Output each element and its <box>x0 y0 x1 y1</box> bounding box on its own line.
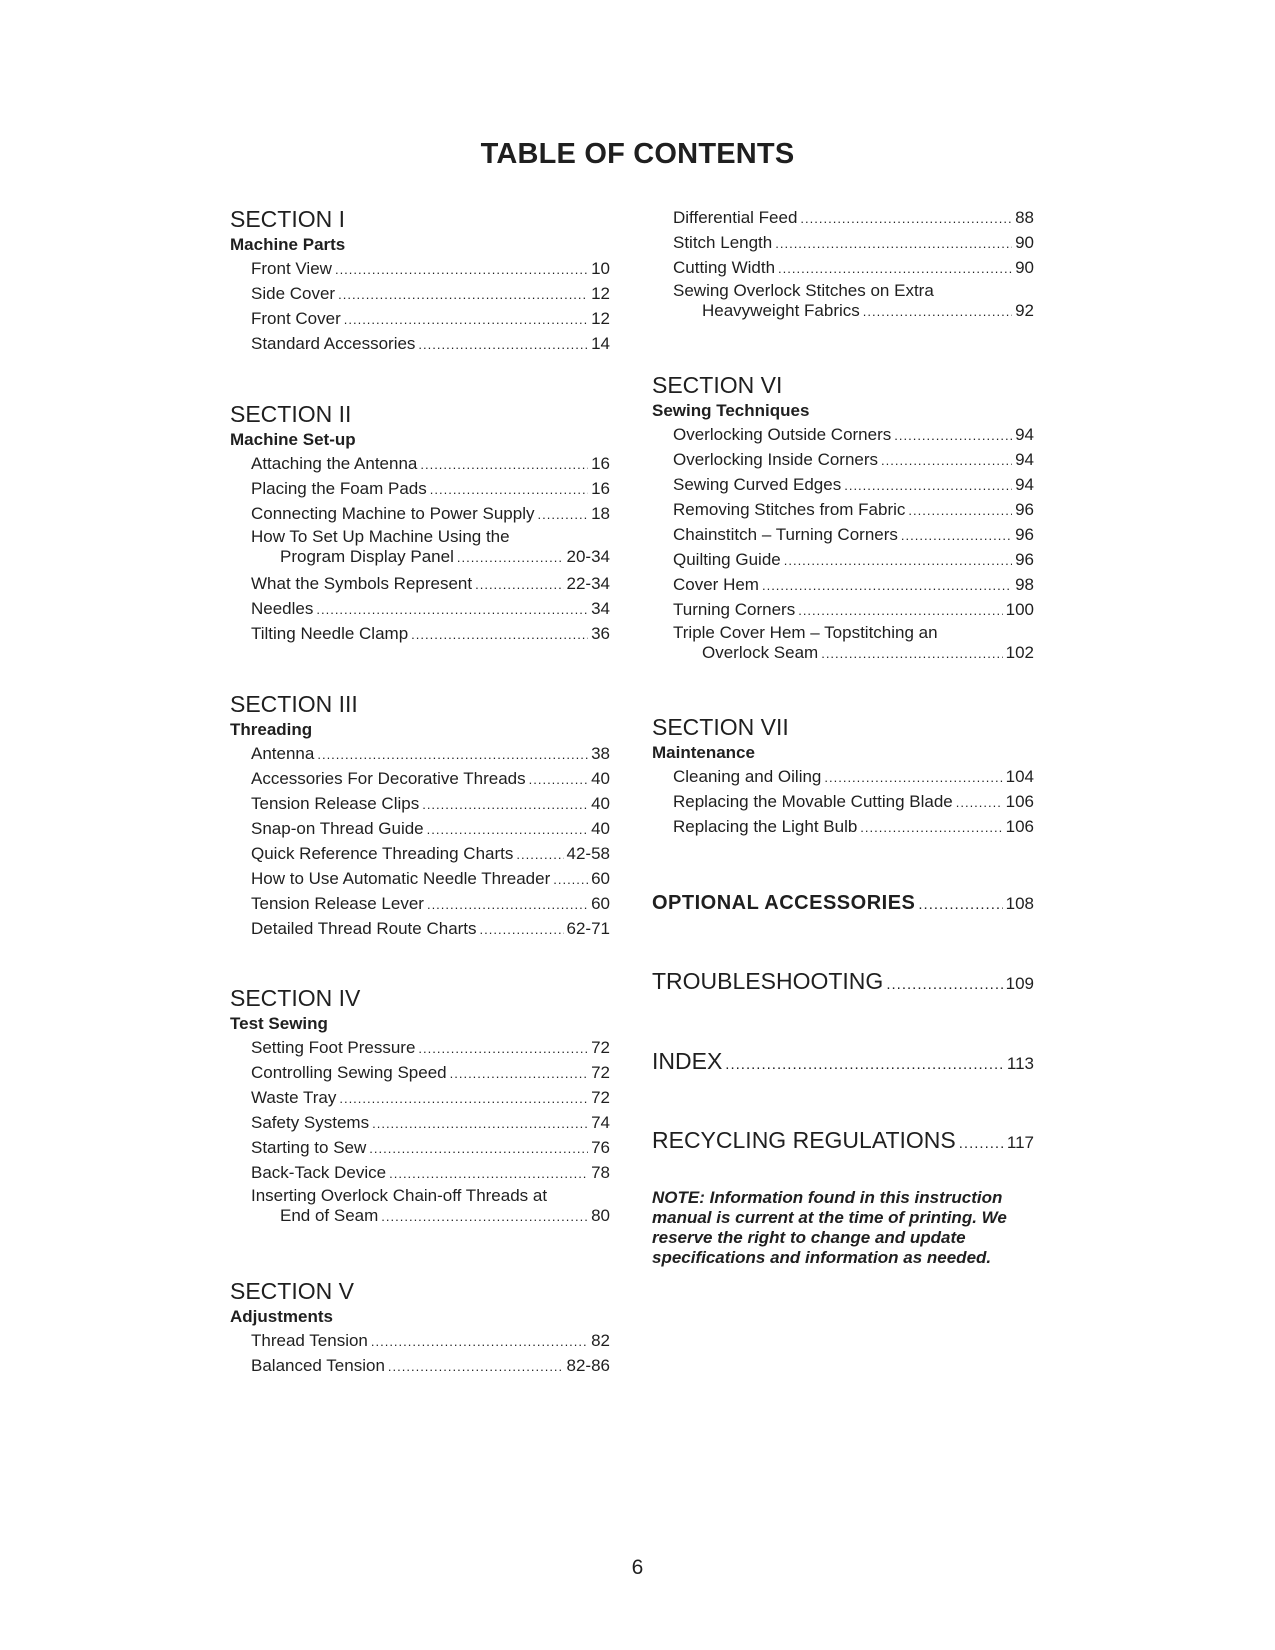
entry-label: Waste Tray <box>251 1088 337 1107</box>
entry-page: 18 <box>591 504 610 523</box>
toc-entry[interactable] <box>251 1111 610 1136</box>
dot-leader <box>516 843 563 867</box>
dot-leader <box>863 302 1012 322</box>
dot-leader <box>427 893 588 917</box>
section-6 <box>652 371 1034 668</box>
toc-entry[interactable] <box>673 765 1034 790</box>
toc-entry[interactable] <box>673 448 1034 473</box>
entry-label: Side Cover <box>251 284 336 303</box>
entry-page: 80 <box>591 1206 610 1225</box>
dot-leader <box>317 743 588 767</box>
entry-label: Balanced Tension <box>251 1356 385 1375</box>
entry-page: 14 <box>591 334 610 353</box>
dot-leader <box>908 499 1012 523</box>
dot-leader <box>427 818 588 842</box>
entry-page: 40 <box>591 769 610 788</box>
entry-page: 72 <box>591 1038 610 1057</box>
section-heading: SECTION II <box>230 401 352 427</box>
entry-label: INDEX <box>652 1048 723 1074</box>
toc-entry[interactable] <box>673 231 1034 256</box>
section-1 <box>230 205 610 357</box>
entry-page: 94 <box>1015 425 1034 444</box>
section-subtitle: Test Sewing <box>230 1014 328 1033</box>
section-subtitle: Adjustments <box>230 1307 333 1326</box>
section-subtitle: Sewing Techniques <box>652 401 810 420</box>
entry-page: 60 <box>591 869 610 888</box>
entry-page: 12 <box>591 309 610 328</box>
entry-label-continued: Heavyweight Fabrics <box>702 301 860 320</box>
section-heading: SECTION V <box>230 1278 354 1304</box>
entry-label: How to Use Automatic Needle Threader <box>251 869 551 888</box>
toc-entry[interactable] <box>251 1086 610 1111</box>
entry-page: 106 <box>1005 792 1034 811</box>
entry-label: Quick Reference Threading Charts <box>251 844 514 863</box>
entry-label: How To Set Up Machine Using the <box>251 527 510 546</box>
dot-leader <box>411 623 588 647</box>
toc-entry[interactable] <box>673 548 1034 573</box>
entry-label: Controlling Sewing Speed <box>251 1063 447 1082</box>
dot-leader <box>844 474 1012 498</box>
dot-leader <box>372 1112 588 1136</box>
toc-entry[interactable] <box>251 1061 610 1086</box>
entry-label: Cleaning and Oiling <box>673 767 822 786</box>
toc-entry[interactable] <box>251 917 610 942</box>
dot-leader <box>369 1137 588 1161</box>
section-heading: SECTION VI <box>652 372 783 398</box>
entry-label: Attaching the Antenna <box>251 454 418 473</box>
entry-label: Needles <box>251 599 314 618</box>
dot-leader <box>778 257 1012 281</box>
section-subtitle: Maintenance <box>652 743 755 762</box>
dot-leader <box>475 573 563 597</box>
entry-label: Tension Release Clips <box>251 794 420 813</box>
toc-entry[interactable] <box>673 423 1034 448</box>
toc-entry[interactable] <box>673 573 1034 598</box>
entry-label: What the Symbols Represent <box>251 574 473 593</box>
section-subtitle: Threading <box>230 720 313 739</box>
toc-entry[interactable] <box>251 842 610 867</box>
entry-page: 96 <box>1015 550 1034 569</box>
entry-page: 62-71 <box>566 919 610 938</box>
entry-label: Replacing the Light Bulb <box>673 817 858 836</box>
entry-label: Detailed Thread Route Charts <box>251 919 477 938</box>
dot-leader <box>389 1162 588 1186</box>
section-heading: SECTION VII <box>652 714 789 740</box>
dot-leader <box>824 766 1002 790</box>
entry-page: 104 <box>1005 767 1034 786</box>
section-5-continued <box>652 206 1034 326</box>
entry-label: Connecting Machine to Power Supply <box>251 504 535 523</box>
toc-entry[interactable] <box>251 622 610 647</box>
entry-label: OPTIONAL ACCESSORIES <box>652 892 916 914</box>
note-text: NOTE: Information found in this instruction manual is current at the time of printing. We reserve the right to change and update specifications and information as needed. <box>652 1188 1007 1267</box>
toc-entry-optional-accessories[interactable] <box>652 892 1034 915</box>
page-title: TABLE OF CONTENTS <box>480 138 795 170</box>
toc-entry[interactable] <box>251 452 610 477</box>
entry-page: 40 <box>591 794 610 813</box>
toc-entry[interactable] <box>251 257 610 282</box>
entry-label: Sewing Curved Edges <box>673 475 842 494</box>
toc-entry[interactable] <box>251 1329 610 1354</box>
toc-entry[interactable] <box>251 767 610 792</box>
entry-label: TROUBLESHOOTING <box>652 968 884 994</box>
dot-leader <box>430 478 588 502</box>
entry-label: Standard Accessories <box>251 334 416 353</box>
toc-entry[interactable] <box>251 792 610 817</box>
entry-page: 94 <box>1015 450 1034 469</box>
toc-entry[interactable] <box>251 502 610 527</box>
entry-page: 82 <box>591 1331 610 1350</box>
section-5 <box>230 1277 610 1379</box>
toc-entry-troubleshooting[interactable] <box>652 968 1034 995</box>
dot-leader <box>381 1207 588 1227</box>
dot-leader <box>762 574 1012 598</box>
dot-leader <box>344 308 588 332</box>
toc-entry[interactable] <box>673 523 1034 548</box>
dot-leader <box>553 868 588 892</box>
entry-label: Tension Release Lever <box>251 894 424 913</box>
entry-page: 22-34 <box>566 574 610 593</box>
entry-page: 109 <box>1005 974 1034 993</box>
entry-page: 90 <box>1015 258 1034 277</box>
entry-label: Antenna <box>251 744 315 763</box>
entry-page: 98 <box>1015 575 1034 594</box>
entry-page: 16 <box>591 479 610 498</box>
section-3 <box>230 690 610 942</box>
entry-page: 16 <box>591 454 610 473</box>
entry-page: 74 <box>591 1113 610 1132</box>
dot-leader <box>480 918 564 942</box>
entry-page: 20-34 <box>566 547 610 566</box>
entry-label-continued: End of Seam <box>280 1206 379 1225</box>
entry-page: 100 <box>1005 600 1034 619</box>
entry-page: 108 <box>1005 894 1034 913</box>
entry-page: 76 <box>591 1138 610 1157</box>
dot-leader <box>450 1062 588 1086</box>
toc-entry-recycling-regulations[interactable] <box>652 1127 1034 1154</box>
dot-leader <box>418 333 588 357</box>
dot-leader <box>959 1135 1004 1152</box>
entry-page: 102 <box>1005 643 1034 662</box>
entry-label: Inserting Overlock Chain-off Threads at <box>251 1186 548 1205</box>
dot-leader <box>901 524 1012 548</box>
dot-leader <box>860 816 1002 840</box>
dot-leader <box>420 453 588 477</box>
entry-label: Placing the Foam Pads <box>251 479 427 498</box>
entry-label-continued: Overlock Seam <box>702 643 819 662</box>
toc-entry[interactable] <box>251 332 610 357</box>
toc-entry[interactable] <box>673 815 1034 840</box>
toc-entry[interactable] <box>251 817 610 842</box>
section-heading: SECTION I <box>230 206 346 232</box>
entry-label: Chainstitch – Turning Corners <box>673 525 898 544</box>
toc-entry[interactable] <box>673 790 1034 815</box>
entry-page: 113 <box>1006 1054 1034 1073</box>
entry-label: Cutting Width <box>673 258 776 277</box>
entry-page: 90 <box>1015 233 1034 252</box>
toc-entry[interactable] <box>673 281 1034 322</box>
toc-entry[interactable] <box>251 742 610 767</box>
dot-leader <box>335 258 588 282</box>
entry-label: Sewing Overlock Stitches on Extra <box>673 281 934 300</box>
entry-label: Thread Tension <box>251 1331 368 1350</box>
entry-page: 10 <box>591 259 610 278</box>
entry-page: 82-86 <box>566 1356 610 1375</box>
toc-entry[interactable] <box>673 623 1034 664</box>
entry-label: Turning Corners <box>673 600 796 619</box>
dot-leader <box>918 896 1002 913</box>
toc-entry-index[interactable] <box>652 1048 1034 1075</box>
entry-label: Back-Tack Device <box>251 1163 387 1182</box>
dot-leader <box>457 548 564 568</box>
dot-leader <box>538 503 589 527</box>
toc-entry[interactable] <box>251 307 610 332</box>
entry-page: 117 <box>1006 1133 1034 1152</box>
toc-entry[interactable] <box>251 1186 610 1227</box>
entry-label: Front Cover <box>251 309 341 328</box>
dot-leader <box>529 768 588 792</box>
entry-page: 94 <box>1015 475 1034 494</box>
dot-leader <box>784 549 1012 573</box>
entry-label: Differential Feed <box>673 208 798 227</box>
dot-leader <box>956 791 1003 815</box>
entry-page: 78 <box>591 1163 610 1182</box>
entry-page: 72 <box>591 1063 610 1082</box>
section-subtitle: Machine Parts <box>230 235 346 254</box>
dot-leader <box>316 598 588 622</box>
section-heading: SECTION III <box>230 691 358 717</box>
entry-label: Accessories For Decorative Threads <box>251 769 526 788</box>
toc-entry[interactable] <box>251 572 610 597</box>
entry-page: 36 <box>591 624 610 643</box>
entry-page: 34 <box>591 599 610 618</box>
toc-entry[interactable] <box>673 598 1034 623</box>
toc-entry[interactable] <box>251 1161 610 1186</box>
section-subtitle: Machine Set-up <box>230 430 356 449</box>
section-7 <box>652 713 1034 840</box>
entry-page: 12 <box>591 284 610 303</box>
entry-page: 88 <box>1015 208 1034 227</box>
dot-leader <box>339 1087 588 1111</box>
toc-entry[interactable] <box>251 1136 610 1161</box>
toc-entry[interactable] <box>251 477 610 502</box>
entry-page: 42-58 <box>566 844 610 863</box>
entry-label: RECYCLING REGULATIONS <box>652 1127 956 1153</box>
dot-leader <box>775 232 1012 256</box>
entry-label: Starting to Sew <box>251 1138 367 1157</box>
entry-label: Overlocking Inside Corners <box>673 450 879 469</box>
entry-page: 38 <box>591 744 610 763</box>
toc-entry[interactable] <box>251 282 610 307</box>
toc-entry[interactable] <box>251 597 610 622</box>
dot-leader <box>821 644 1002 664</box>
entry-page: 72 <box>591 1088 610 1107</box>
toc-entry[interactable] <box>251 1354 610 1379</box>
entry-label: Setting Foot Pressure <box>251 1038 416 1057</box>
entry-page: 92 <box>1015 301 1034 320</box>
entry-label: Quilting Guide <box>673 550 781 569</box>
toc-entry[interactable] <box>251 867 610 892</box>
entry-page: 60 <box>591 894 610 913</box>
dot-leader <box>886 976 1002 993</box>
entry-label: Safety Systems <box>251 1113 370 1132</box>
entry-label: Front View <box>251 259 332 278</box>
dot-leader <box>894 424 1012 448</box>
section-2 <box>230 400 610 647</box>
entry-label: Removing Stitches from Fabric <box>673 500 906 519</box>
toc-entry[interactable] <box>251 892 610 917</box>
section-4 <box>230 984 610 1231</box>
dot-leader <box>881 449 1012 473</box>
entry-label: Replacing the Movable Cutting Blade <box>673 792 953 811</box>
entry-page: 106 <box>1005 817 1034 836</box>
toc-entry[interactable] <box>673 206 1034 231</box>
toc-entry[interactable] <box>251 527 610 568</box>
dot-leader <box>418 1037 588 1061</box>
entry-page: 40 <box>591 819 610 838</box>
toc-entry[interactable] <box>673 256 1034 281</box>
entry-page: 96 <box>1015 500 1034 519</box>
toc-entry[interactable] <box>673 498 1034 523</box>
page-number: 6 <box>631 1556 644 1579</box>
entry-label: Stitch Length <box>673 233 773 252</box>
entry-label: Snap-on Thread Guide <box>251 819 424 838</box>
dot-leader <box>338 283 588 307</box>
toc-entry[interactable] <box>251 1036 610 1061</box>
dot-leader <box>798 599 1002 623</box>
dot-leader <box>371 1330 588 1354</box>
entry-label: Tilting Needle Clamp <box>251 624 409 643</box>
entry-label: Overlocking Outside Corners <box>673 425 892 444</box>
dot-leader <box>800 207 1012 231</box>
entry-label: Cover Hem <box>673 575 759 594</box>
dot-leader <box>388 1355 564 1379</box>
dot-leader <box>422 793 588 817</box>
entry-page: 96 <box>1015 525 1034 544</box>
entry-label: Triple Cover Hem – Topstitching an <box>673 623 938 642</box>
dot-leader <box>725 1056 1004 1073</box>
toc-entry[interactable] <box>673 473 1034 498</box>
entry-label-continued: Program Display Panel <box>280 547 454 566</box>
section-heading: SECTION IV <box>230 985 361 1011</box>
